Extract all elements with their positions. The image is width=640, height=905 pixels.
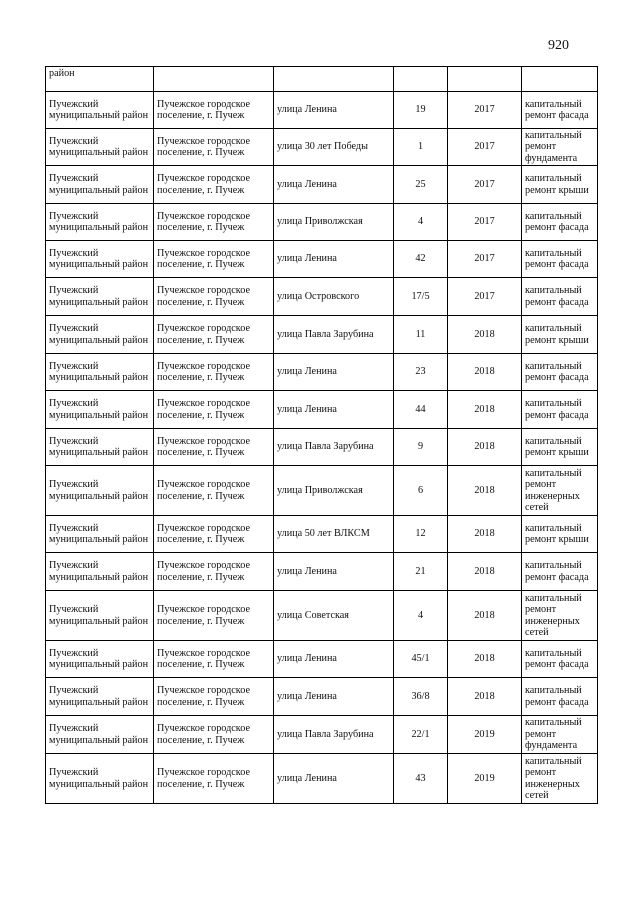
- work-type-cell: капитальный ремонт крыши: [522, 166, 598, 204]
- year-cell: 2019: [448, 754, 522, 804]
- street-cell: улица Ленина: [274, 553, 394, 591]
- house-cell: 1: [394, 129, 448, 166]
- settlement-cell: Пучежское городское поселение, г. Пучеж: [154, 429, 274, 466]
- work-type-cell: капитальный ремонт фасада: [522, 204, 598, 241]
- district-cell: Пучежский муниципальный район: [46, 429, 154, 466]
- repair-register-table: [45, 66, 598, 804]
- work-type-cell: капитальный ремонт фасада: [522, 678, 598, 716]
- house-cell: 11: [394, 316, 448, 354]
- year-cell: 2017: [448, 241, 522, 278]
- district-cell: Пучежский муниципальный район: [46, 678, 154, 716]
- settlement-cell: Пучежское городское поселение, г. Пучеж: [154, 129, 274, 166]
- settlement-cell: [154, 67, 274, 92]
- work-type-cell: капитальный ремонт крыши: [522, 316, 598, 354]
- table-row: [46, 429, 598, 466]
- work-type-cell: капитальный ремонт фундамента: [522, 716, 598, 754]
- year-cell: 2018: [448, 641, 522, 678]
- street-cell: улица Ленина: [274, 92, 394, 129]
- street-cell: улица Павла Зарубина: [274, 429, 394, 466]
- table-row: [46, 354, 598, 391]
- year-cell: [448, 67, 522, 92]
- year-cell: 2017: [448, 92, 522, 129]
- district-cell: Пучежский муниципальный район: [46, 553, 154, 591]
- settlement-cell: Пучежское городское поселение, г. Пучеж: [154, 354, 274, 391]
- street-cell: улица Павла Зарубина: [274, 716, 394, 754]
- year-cell: 2019: [448, 716, 522, 754]
- settlement-cell: Пучежское городское поселение, г. Пучеж: [154, 516, 274, 553]
- house-cell: 19: [394, 92, 448, 129]
- table-row: [46, 716, 598, 754]
- district-cell: Пучежский муниципальный район: [46, 716, 154, 754]
- page-number: 920: [548, 38, 569, 53]
- work-type-cell: капитальный ремонт инженерных сетей: [522, 754, 598, 804]
- table-row: [46, 678, 598, 716]
- settlement-cell: Пучежское городское поселение, г. Пучеж: [154, 754, 274, 804]
- street-cell: улица Ленина: [274, 391, 394, 429]
- work-type-cell: капитальный ремонт фасада: [522, 92, 598, 129]
- district-cell: Пучежский муниципальный район: [46, 641, 154, 678]
- house-cell: 22/1: [394, 716, 448, 754]
- district-cell: Пучежский муниципальный район: [46, 591, 154, 641]
- street-cell: [274, 67, 394, 92]
- table-row: [46, 92, 598, 129]
- district-cell: Пучежский муниципальный район: [46, 466, 154, 516]
- house-cell: 44: [394, 391, 448, 429]
- street-cell: улица Ленина: [274, 354, 394, 391]
- house-cell: 42: [394, 241, 448, 278]
- table-row: [46, 166, 598, 204]
- work-type-cell: капитальный ремонт фасада: [522, 278, 598, 316]
- settlement-cell: Пучежское городское поселение, г. Пучеж: [154, 716, 274, 754]
- year-cell: 2017: [448, 278, 522, 316]
- district-cell: Пучежский муниципальный район: [46, 354, 154, 391]
- district-cell: Пучежский муниципальный район: [46, 166, 154, 204]
- year-cell: 2018: [448, 678, 522, 716]
- street-cell: улица Островского: [274, 278, 394, 316]
- house-cell: 6: [394, 466, 448, 516]
- work-type-cell: [522, 67, 598, 92]
- district-cell: Пучежский муниципальный район: [46, 129, 154, 166]
- district-cell: Пучежский муниципальный район: [46, 516, 154, 553]
- house-cell: [394, 67, 448, 92]
- year-cell: 2018: [448, 516, 522, 553]
- street-cell: улица Ленина: [274, 166, 394, 204]
- house-cell: 45/1: [394, 641, 448, 678]
- settlement-cell: Пучежское городское поселение, г. Пучеж: [154, 553, 274, 591]
- district-cell: Пучежский муниципальный район: [46, 241, 154, 278]
- table-row: [46, 516, 598, 553]
- street-cell: улица 30 лет Победы: [274, 129, 394, 166]
- district-cell: Пучежский муниципальный район: [46, 204, 154, 241]
- table-row: [46, 466, 598, 516]
- settlement-cell: Пучежское городское поселение, г. Пучеж: [154, 278, 274, 316]
- house-cell: 9: [394, 429, 448, 466]
- year-cell: 2018: [448, 354, 522, 391]
- house-cell: 4: [394, 591, 448, 641]
- year-cell: 2018: [448, 591, 522, 641]
- district-cell: Пучежский муниципальный район: [46, 391, 154, 429]
- work-type-cell: капитальный ремонт фасада: [522, 553, 598, 591]
- work-type-cell: капитальный ремонт инженерных сетей: [522, 591, 598, 641]
- house-cell: 12: [394, 516, 448, 553]
- settlement-cell: Пучежское городское поселение, г. Пучеж: [154, 466, 274, 516]
- street-cell: улица Приволжская: [274, 466, 394, 516]
- table-row: [46, 553, 598, 591]
- house-cell: 23: [394, 354, 448, 391]
- table-row: [46, 316, 598, 354]
- settlement-cell: Пучежское городское поселение, г. Пучеж: [154, 92, 274, 129]
- house-cell: 4: [394, 204, 448, 241]
- street-cell: улица Ленина: [274, 241, 394, 278]
- work-type-cell: капитальный ремонт фасада: [522, 241, 598, 278]
- house-cell: 36/8: [394, 678, 448, 716]
- table-row: [46, 391, 598, 429]
- street-cell: улица Приволжская: [274, 204, 394, 241]
- year-cell: 2017: [448, 129, 522, 166]
- year-cell: 2017: [448, 204, 522, 241]
- table-row: [46, 204, 598, 241]
- house-cell: 43: [394, 754, 448, 804]
- settlement-cell: Пучежское городское поселение, г. Пучеж: [154, 204, 274, 241]
- year-cell: 2018: [448, 391, 522, 429]
- table-row-continued: [46, 67, 598, 92]
- table-row: [46, 754, 598, 804]
- settlement-cell: Пучежское городское поселение, г. Пучеж: [154, 241, 274, 278]
- work-type-cell: капитальный ремонт фасада: [522, 641, 598, 678]
- street-cell: улица Ленина: [274, 678, 394, 716]
- settlement-cell: Пучежское городское поселение, г. Пучеж: [154, 678, 274, 716]
- district-cell: Пучежский муниципальный район: [46, 316, 154, 354]
- year-cell: 2018: [448, 466, 522, 516]
- settlement-cell: Пучежское городское поселение, г. Пучеж: [154, 316, 274, 354]
- work-type-cell: капитальный ремонт крыши: [522, 516, 598, 553]
- district-cell: район: [46, 67, 154, 92]
- house-cell: 17/5: [394, 278, 448, 316]
- street-cell: улица Ленина: [274, 641, 394, 678]
- street-cell: улица Советская: [274, 591, 394, 641]
- work-type-cell: капитальный ремонт фасада: [522, 354, 598, 391]
- street-cell: улица Ленина: [274, 754, 394, 804]
- year-cell: 2017: [448, 166, 522, 204]
- house-cell: 21: [394, 553, 448, 591]
- district-cell: Пучежский муниципальный район: [46, 754, 154, 804]
- district-cell: Пучежский муниципальный район: [46, 92, 154, 129]
- settlement-cell: Пучежское городское поселение, г. Пучеж: [154, 591, 274, 641]
- work-type-cell: капитальный ремонт фасада: [522, 391, 598, 429]
- work-type-cell: капитальный ремонт крыши: [522, 429, 598, 466]
- street-cell: улица Павла Зарубина: [274, 316, 394, 354]
- house-cell: 25: [394, 166, 448, 204]
- table-row: [46, 641, 598, 678]
- work-type-cell: капитальный ремонт фундамента: [522, 129, 598, 166]
- district-cell: Пучежский муниципальный район: [46, 278, 154, 316]
- table-row: [46, 129, 598, 166]
- settlement-cell: Пучежское городское поселение, г. Пучеж: [154, 391, 274, 429]
- table-row: [46, 241, 598, 278]
- table-row: [46, 591, 598, 641]
- year-cell: 2018: [448, 553, 522, 591]
- table-body: [46, 67, 598, 804]
- table-row: [46, 278, 598, 316]
- year-cell: 2018: [448, 429, 522, 466]
- work-type-cell: капитальный ремонт инженерных сетей: [522, 466, 598, 516]
- street-cell: улица 50 лет ВЛКСМ: [274, 516, 394, 553]
- settlement-cell: Пучежское городское поселение, г. Пучеж: [154, 166, 274, 204]
- settlement-cell: Пучежское городское поселение, г. Пучеж: [154, 641, 274, 678]
- year-cell: 2018: [448, 316, 522, 354]
